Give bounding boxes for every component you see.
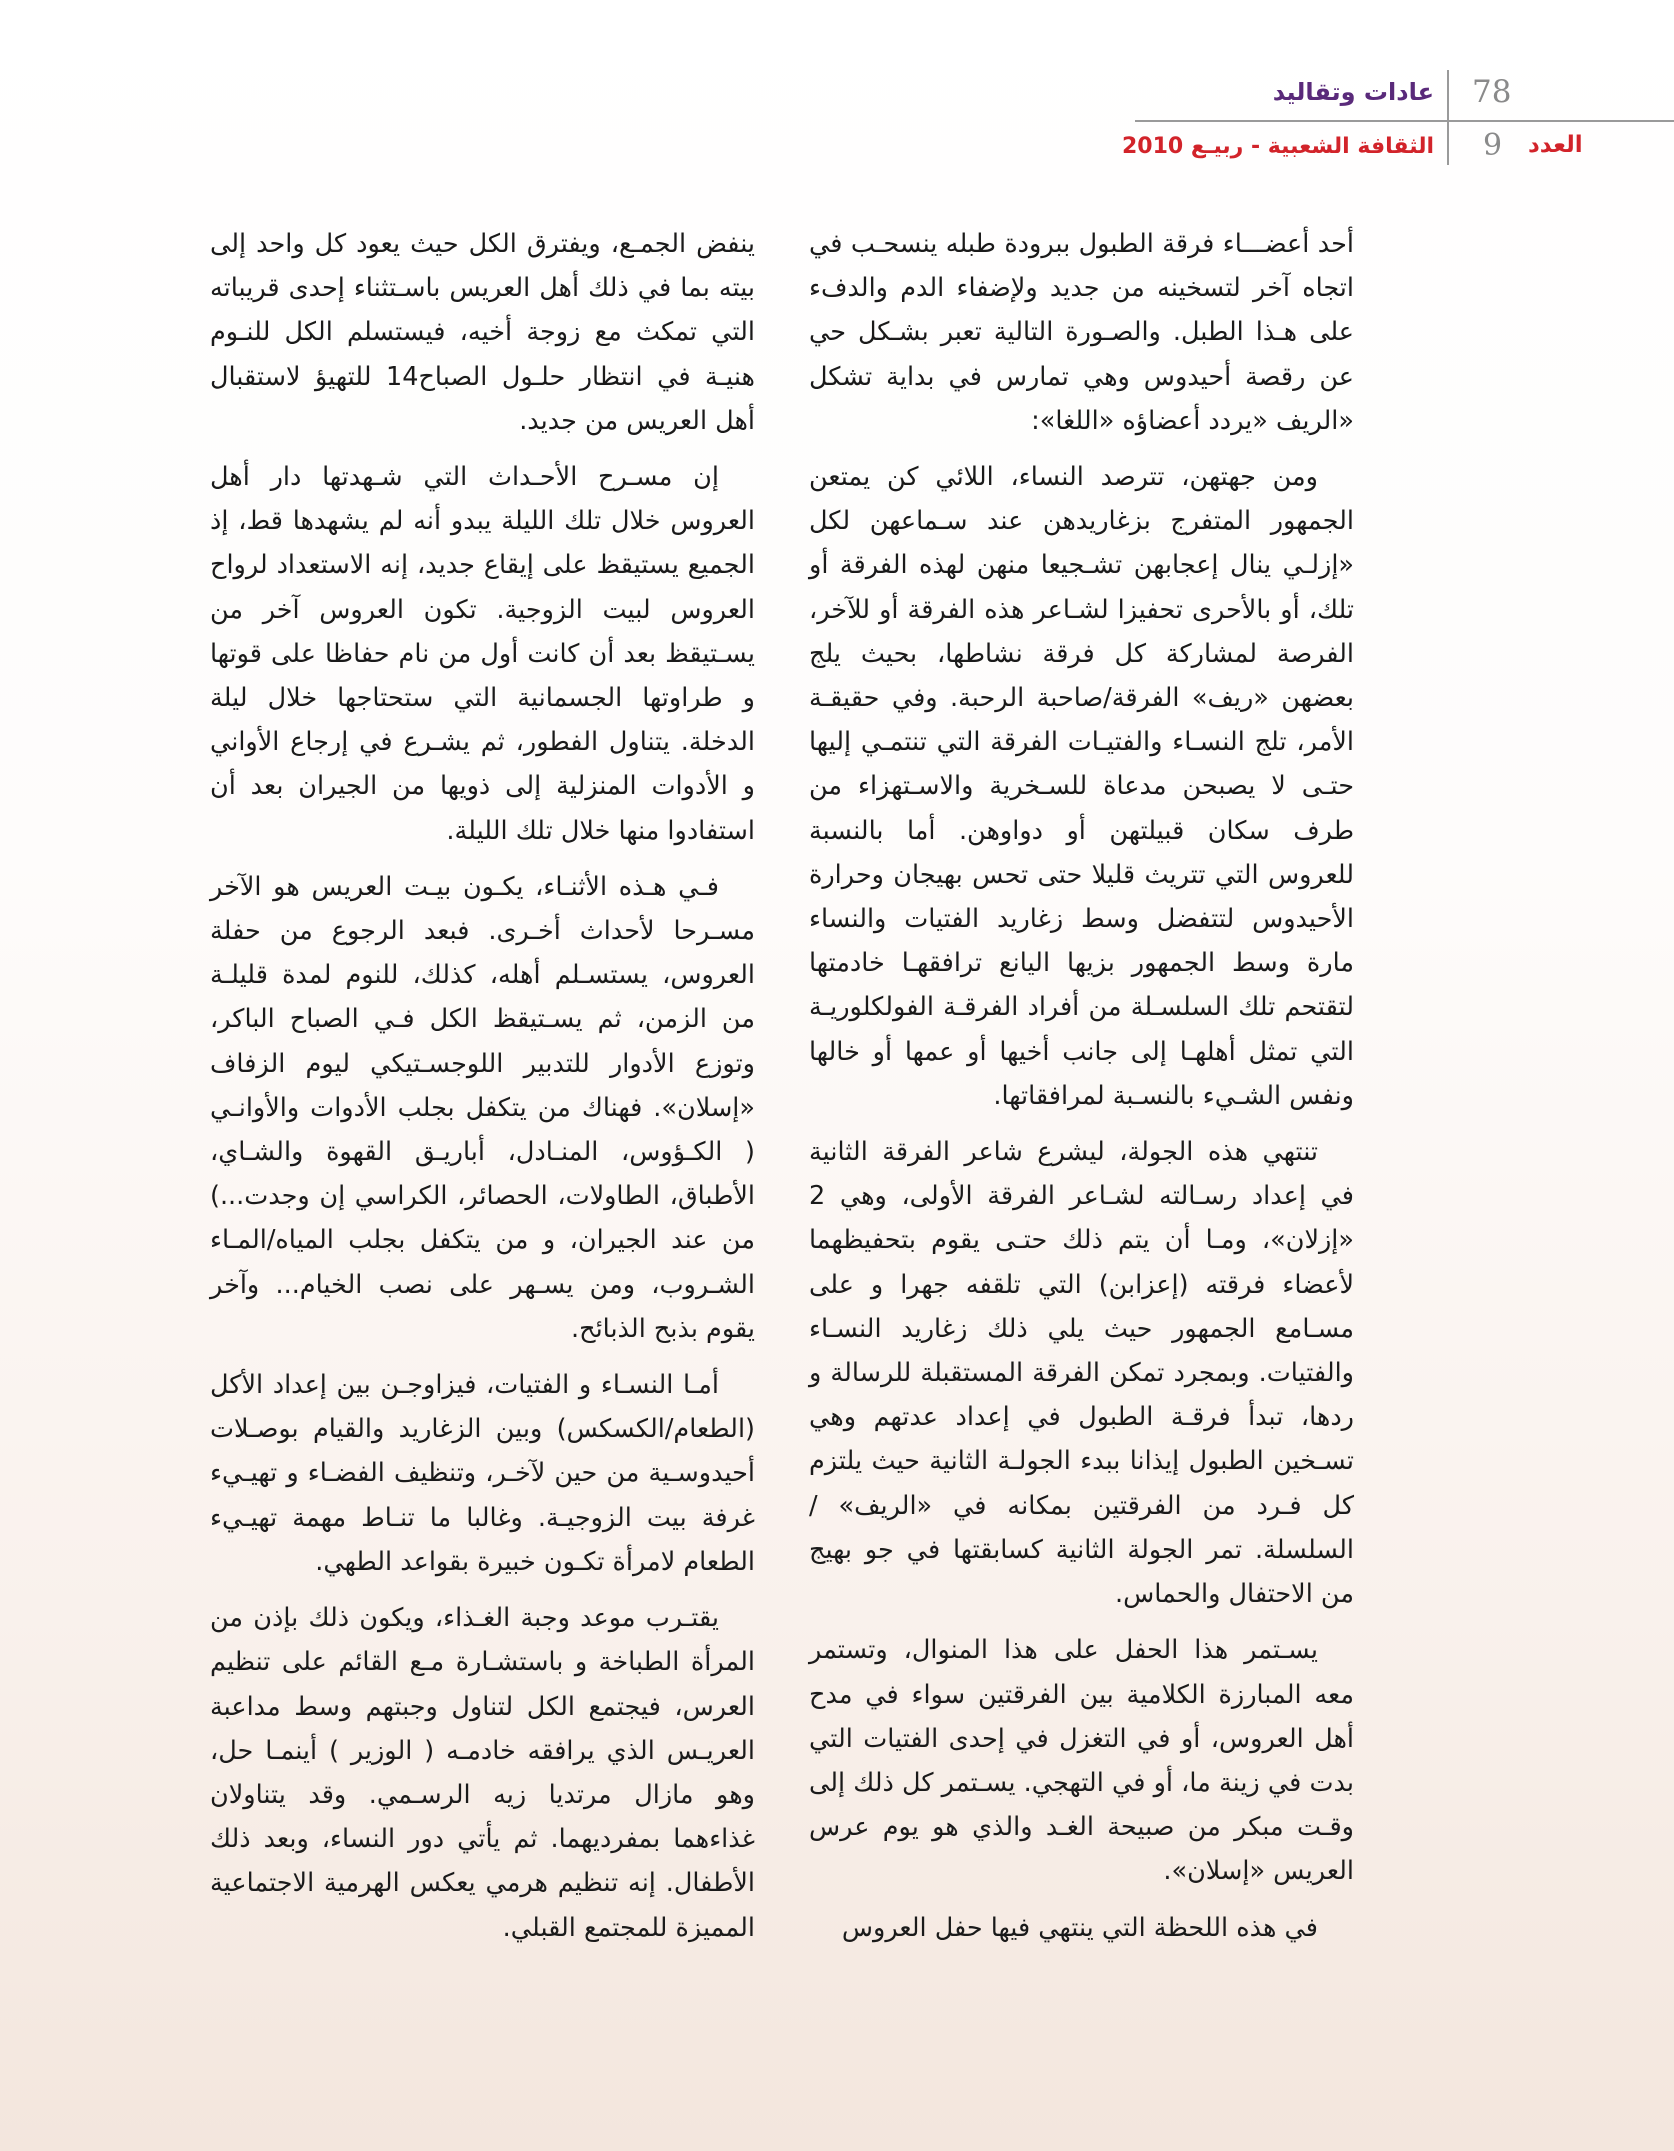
article-column-right xyxy=(809,222,1354,1962)
paragraph: يسـتمر هذا الحفل على هذا المنوال، وتستمر معه المبارزة الكلامية بين الفرقتين سواء في مدح أهل العروس، أو في التغزل في إحدى الفتيات التي بدت في زينة ما، أو في التهجي. يسـتمر كل ذلك إلى وقـت مبكر من صبيحة الغـد والذي هو يوم عرس العريس «إسلان». xyxy=(809,1635,1354,1887)
section-title: عادات وتقاليد xyxy=(1272,78,1434,106)
paragraph: ومن جهتهن، تترصد النساء، اللائي كن يمتعن الجمهور المتفرج بزغاريدهن عند سـماعهن لكل «إزلـي ينال إعجابهن تشـجيعا منهن لهذه الفرقة أو تلك، أو بالأحرى تحفيزا لشـاعر هذه الفرقة أو للآخر، الفرصة لمشاركة كل فرقة نشاطها، بحيث يلج بعضهن «ريف» الفرقة/صاحبة الرحبة. وفي حقيقـة الأمر، تلج النسـاء والفتيـات الفرقة التي تنتمـي إليها حتـى لا يصبحن مدعاة للسـخرية والاسـتهزاء من طرف سكان قبيلتهن أو دواوهن. أما بالنسبة للعروس التي تتريث قليلا حتى تحس بهيجان وحرارة الأحيدوس لتتفضل وسط زغاريد الفتيات والنساء مارة وسط الجمهور بزيها اليانع ترافقهـا خادمتها لتقتحم تلك السلسـلة من أفراد الفرقـة الفولكلوريـة التي تمثل أهلهـا إلى جانب أخيها أو عمها أو خالها ونفس الشـيء بالنسـبة لمرافقاتها. xyxy=(809,462,1354,1111)
header-horizontal-rule xyxy=(1135,120,1674,122)
issue-label: العدد xyxy=(1528,132,1583,158)
paragraph: تنتهي هذه الجولة، ليشرع شاعر الفرقة الثانية في إعداد رسـالته لشـاعر الفرقة الأولى، وهي 2 «إزلان»، ومـا أن يتم ذلك حتـى يقوم بتحفيظهما لأعضاء فرقته (إعزابن) التي تلقفه جهرا و على مسـامع الجمهور حيث يلي ذلك زغاريد النسـاء والفتيات. وبمجرد تمكن الفرقة المستقبلة للرسالة و ردها، تبدأ فرقـة الطبول في إعداد عدتهم وهي تسـخين الطبول إيذانا ببدء الجولـة الثانية حيث يلتزم كل فـرد من الفرقتين بمكانه في «الريف» / السلسلة. تمر الجولة الثانية كسابقتها في جو بهيج من الاحتفال والحماس. xyxy=(809,1137,1354,1610)
paragraph: فـي هـذه الأثنـاء، يكـون بيـت العريس هو الآخر مسـرحا لأحداث أخـرى. فبعد الرجوع من حفلة العروس، يستسـلم أهله، كذلك، للنوم لمدة قليلـة من الزمن، ثم يسـتيقظ الكل فـي الصباح الباكر، وتوزع الأدوار للتدبير اللوجسـتيكي ليوم الزفاف «إسلان». فهناك من يتكفل بجلب الأدوات والأوانـي ( الكـؤوس، المنـادل، أباريـق القهوة والشـاي، الأطباق، الطاولات، الحصائر، الكراسي إن وجدت...) من عند الجيران، و من يتكفل بجلب المياه/المـاء الشـروب، ومن يسـهر على نصب الخيام... وآخر يقوم بذبح الذبائح. xyxy=(210,871,755,1344)
article-column-left xyxy=(210,222,755,1962)
page-number: 78 xyxy=(1472,74,1512,110)
issue-info: الثقافة الشعبية - ربيـع 2010 xyxy=(1122,134,1434,159)
page-header xyxy=(0,0,1674,170)
paragraph: ينفض الجمـع، ويفترق الكل حيث يعود كل واحد إلى بيته بما في ذلك أهل العريس باسـتثناء إحدى قريباته التي تمكث مع زوجة أخيه، فيستسلم الكل للنـوم هنيـة في انتظار حلـول الصباح14 للتهيؤ لاستقبال أهل العريس من جديد. xyxy=(210,229,755,436)
paragraph: أحد أعضـــاء فرقة الطبول ببرودة طبله ينسحـب في اتجاه آخر لتسخينه من جديد ولإضفاء الدم والدفء على هـذا الطبل. والصـورة التالية تعبر بشـكل حي عن رقصة أحيدوس وهي تمارس في بداية تشكل «الريف «يردد أعضاؤه «اللغا»: xyxy=(809,229,1354,436)
header-vertical-divider xyxy=(1447,70,1449,165)
issue-number: 9 xyxy=(1483,128,1503,163)
paragraph: في هذه اللحظة التي ينتهي فيها حفل العروس xyxy=(841,1912,1318,1943)
paragraph: أمـا النسـاء و الفتيات، فيزاوجـن بين إعداد الأكل (الطعام/الكسكس) وبين الزغاريد والقيام بوصـلات أحيدوسـية من حين لآخـر، وتنظيف الفضـاء و تهيـيء غرفة بيت الزوجيـة. وغالبا ما تنـاط مهمة تهيـيء الطعام لامرأة تكـون خبيرة بقواعد الطهي. xyxy=(210,1370,755,1577)
paragraph: إن مسـرح الأحـداث التي شـهدتها دار أهل العروس خلال تلك الليلة يبدو أنه لم يشهدها قط، إذ الجميع يستيقظ على إيقاع جديد، إنه الاستعداد لرواح العروس لبيت الزوجية. تكون العروس آخر من يسـتيقظ بعد أن كانت أول من نام حفاظا على قوتها و طراوتها الجسمانية التي ستحتاجها خلال ليلة الدخلة. يتناول الفطور، ثم يشـرع في إرجاع الأواني و الأدوات المنزلية إلى ذويها من الجيران بعد أن استفادوا منها خلال تلك الليلة. xyxy=(210,462,755,846)
paragraph: يقتـرب موعد وجبة الغـذاء، ويكون ذلك بإذن من المرأة الطباخة و باستشـارة مـع القائم على تنظيم العرس، فيجتمع الكل لتناول وجبتهم وسط مداعبة العريـس الذي يرافقه خادمـه ( الوزير ) أينمـا حل، وهو مازال مرتديا زيه الرسـمي. وقد يتناولان غذاءهما بمفرديهما. ثم يأتي دور النساء، وبعد ذلك الأطفال. إنه تنظيم هرمي يعكس الهرمية الاجتماعية المميزة للمجتمع القبلي. xyxy=(210,1603,755,1943)
